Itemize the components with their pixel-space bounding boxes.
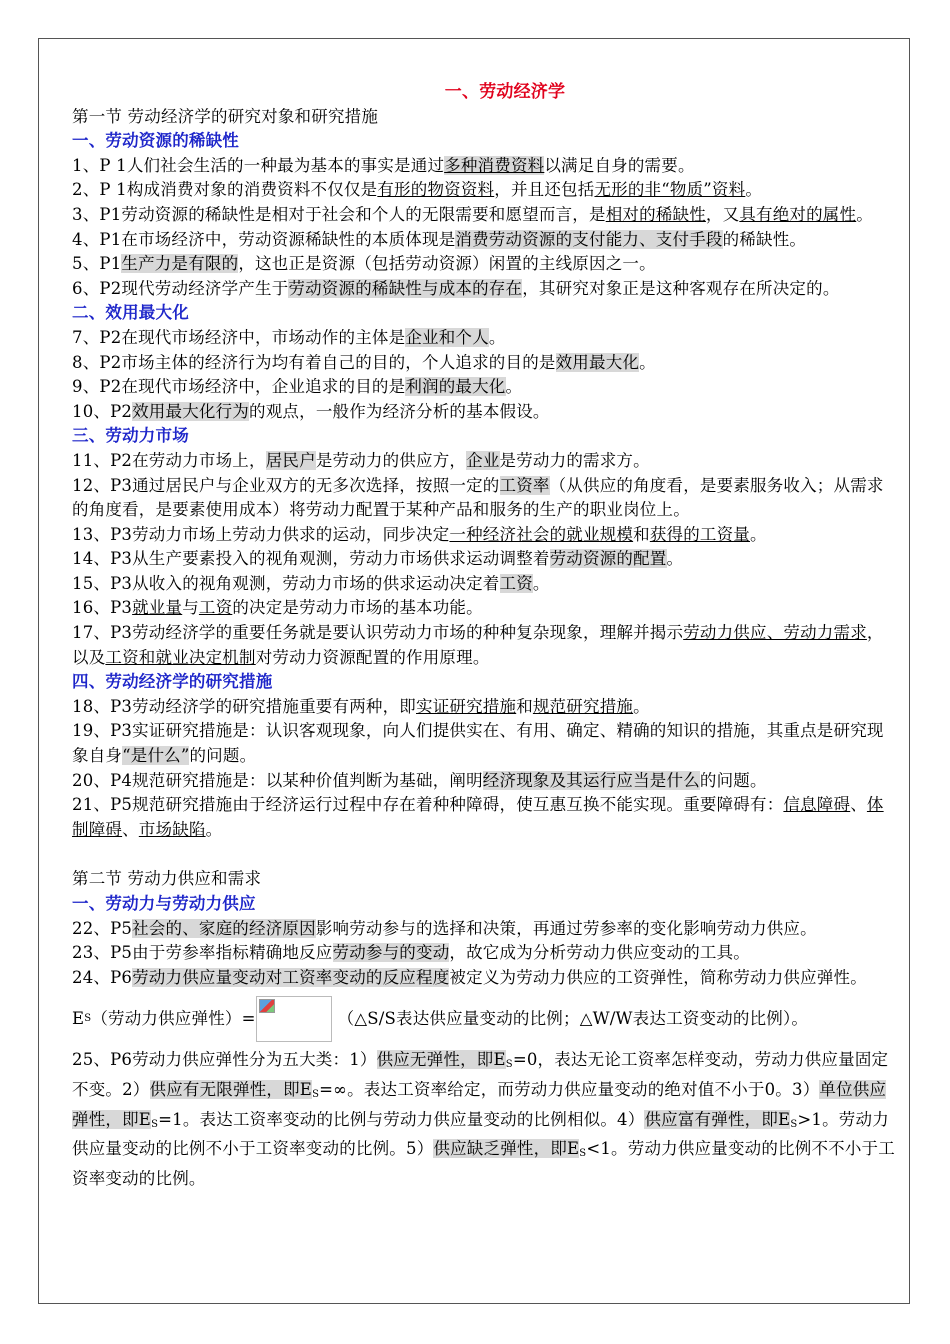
list-item: 23、P5由于劳参率指标精确地反应劳动参与的变动，故它成为分析劳动力供应变动的工具。 [72,943,751,963]
section-heading: 第二节 劳动力供应和需求 [72,869,262,889]
list-item: 4、P1在市场经济中，劳动资源稀缺性的本质体现是消费劳动资源的支付能力、支付手段的稀缺性。 [72,229,807,249]
list-item: 16、P3就业量与工资的决定是劳动力市场的基本功能。 [72,598,483,618]
list-item: 25、P6劳动力供应弹性分为五大类：1）供应无弹性，即$E_S=0$，表达无论工资率怎样变动，劳动力供应量固定不变。2）供应有无限弹性，即$E_S=\infty$。表达工资率给定，而劳动力供应量变动的绝对值不小于0。3）单位供应弹性，即$E_S=1$。表达工资率变动的比例与劳动力供应量变动的比例相似。4）供应富有弹性，即$E_S>1$。劳动力供应量变动的比例不小于工资率变动的比例。5）供应缺乏弹性，即$E_S<1$。劳动力供应量变动的比例不不小于工资率变动的比例。 [72,1050,895,1188]
subsection-heading: 一、劳动资源的稀缺性 [72,131,239,151]
subsection-heading: 三、劳动力市场 [72,426,189,446]
document-body [72,80,898,1191]
list-item: 19、P3实证研究措施是：认识客观现象，向人们提供实在、有用、确定、精确的知识的措施，其重点是研究现象自身“是什么”的问题。 [72,721,884,766]
list-item: 1、P 1人们社会生活的一种最为基本的事实是通过多种消费资料以满足自身的需要。 [72,155,695,175]
list-item: 9、P2在现代市场经济中，企业追求的目的是利润的最大化。 [72,377,523,397]
subsection-heading: 二、效用最大化 [72,303,189,323]
list-item: 8、P2市场主体的经济行为均有着自己的目的，个人追求的目的是效用最大化。 [72,352,656,372]
subsection-heading: 四、劳动经济学的研究措施 [72,672,273,692]
list-item: 22、P5社会的、家庭的经济原因影响劳动参与的选择和决策，再通过劳参率的变化影响劳动力供应。 [72,918,817,938]
document-title: 一、劳动经济学 [444,82,566,102]
list-item: 7、P2在现代市场经济中，市场动作的主体是企业和个人。 [72,327,506,347]
list-item: 2、P 1构成消费对象的消费资料不仅仅是有形的物资资料，并且还包括无形的非“物质”资料。 [72,180,763,200]
list-item: 24、P6劳动力供应量变动对工资率变动的反应程度被定义为劳动力供应的工资弹性，简称劳动力供应弹性。 [72,967,867,987]
list-item: 11、P2在劳动力市场上，居民户是劳动力的供应方，企业是劳动力的需求方。 [72,450,650,470]
section-heading: 第一节 劳动经济学的研究对象和研究措施 [72,106,379,126]
list-item: 10、P2效用最大化行为的观点，一般作为经济分析的基本假设。 [72,401,550,421]
list-item: 17、P3劳动经济学的重要任务就是要认识劳动力市场的种种复杂现象，理解并揭示劳动力供应、劳动力需求，以及工资和就业决定机制对劳动力资源配置的作用原理。 [72,623,884,667]
elasticity-formula: E S （劳动力供应弹性）= （△S/S表达供应量变动的比例；△W/W表达工资变动的比例）。 [72,994,898,1044]
list-item: 6、P2现代劳动经济学产生于劳动资源的稀缺性与成本的存在，其研究对象正是这种客观存在所决定的。 [72,278,840,298]
list-item: 18、P3劳动经济学的研究措施重要有两种，即实证研究措施和规范研究措施。 [72,696,650,716]
list-item: 20、P4规范研究措施是：以某种价值判断为基础，阐明经济现象及其运行应当是什么的问题。 [72,770,767,790]
list-item: 5、P1生产力是有限的，这也正是资源（包括劳动资源）闲置的主线原因之一。 [72,254,656,274]
list-item: 3、P1劳动资源的稀缺性是相对于社会和个人的无限需要和愿望而言，是相对的稀缺性，又具有绝对的属性。 [72,204,873,224]
list-item: 15、P3从收入的视角观测，劳动力市场的供求运动决定着工资。 [72,573,550,593]
list-item: 21、P5规范研究措施由于经济运行过程中存在着种种障碍，使互惠互换不能实现。重要障碍有：信息障碍、体制障碍、市场缺陷。 [72,795,884,839]
subsection-heading: 一、劳动力与劳动力供应 [72,894,256,913]
list-item: 12、P3通过居民户与企业双方的无多次选择，按照一定的工资率（从供应的角度看，是要素服务收入；从需求的角度看，是要素使用成本）将劳动力配置于某种产品和服务的生产的职业岗位上。 [72,475,884,520]
list-item: 14、P3从生产要素投入的视角观测，劳动力市场供求运动调整着劳动资源的配置。 [72,549,684,569]
broken-image-icon [256,996,332,1042]
list-item: 13、P3劳动力市场上劳动力供求的运动，同步决定一种经济社会的就业规模和获得的工资量。 [72,524,767,544]
